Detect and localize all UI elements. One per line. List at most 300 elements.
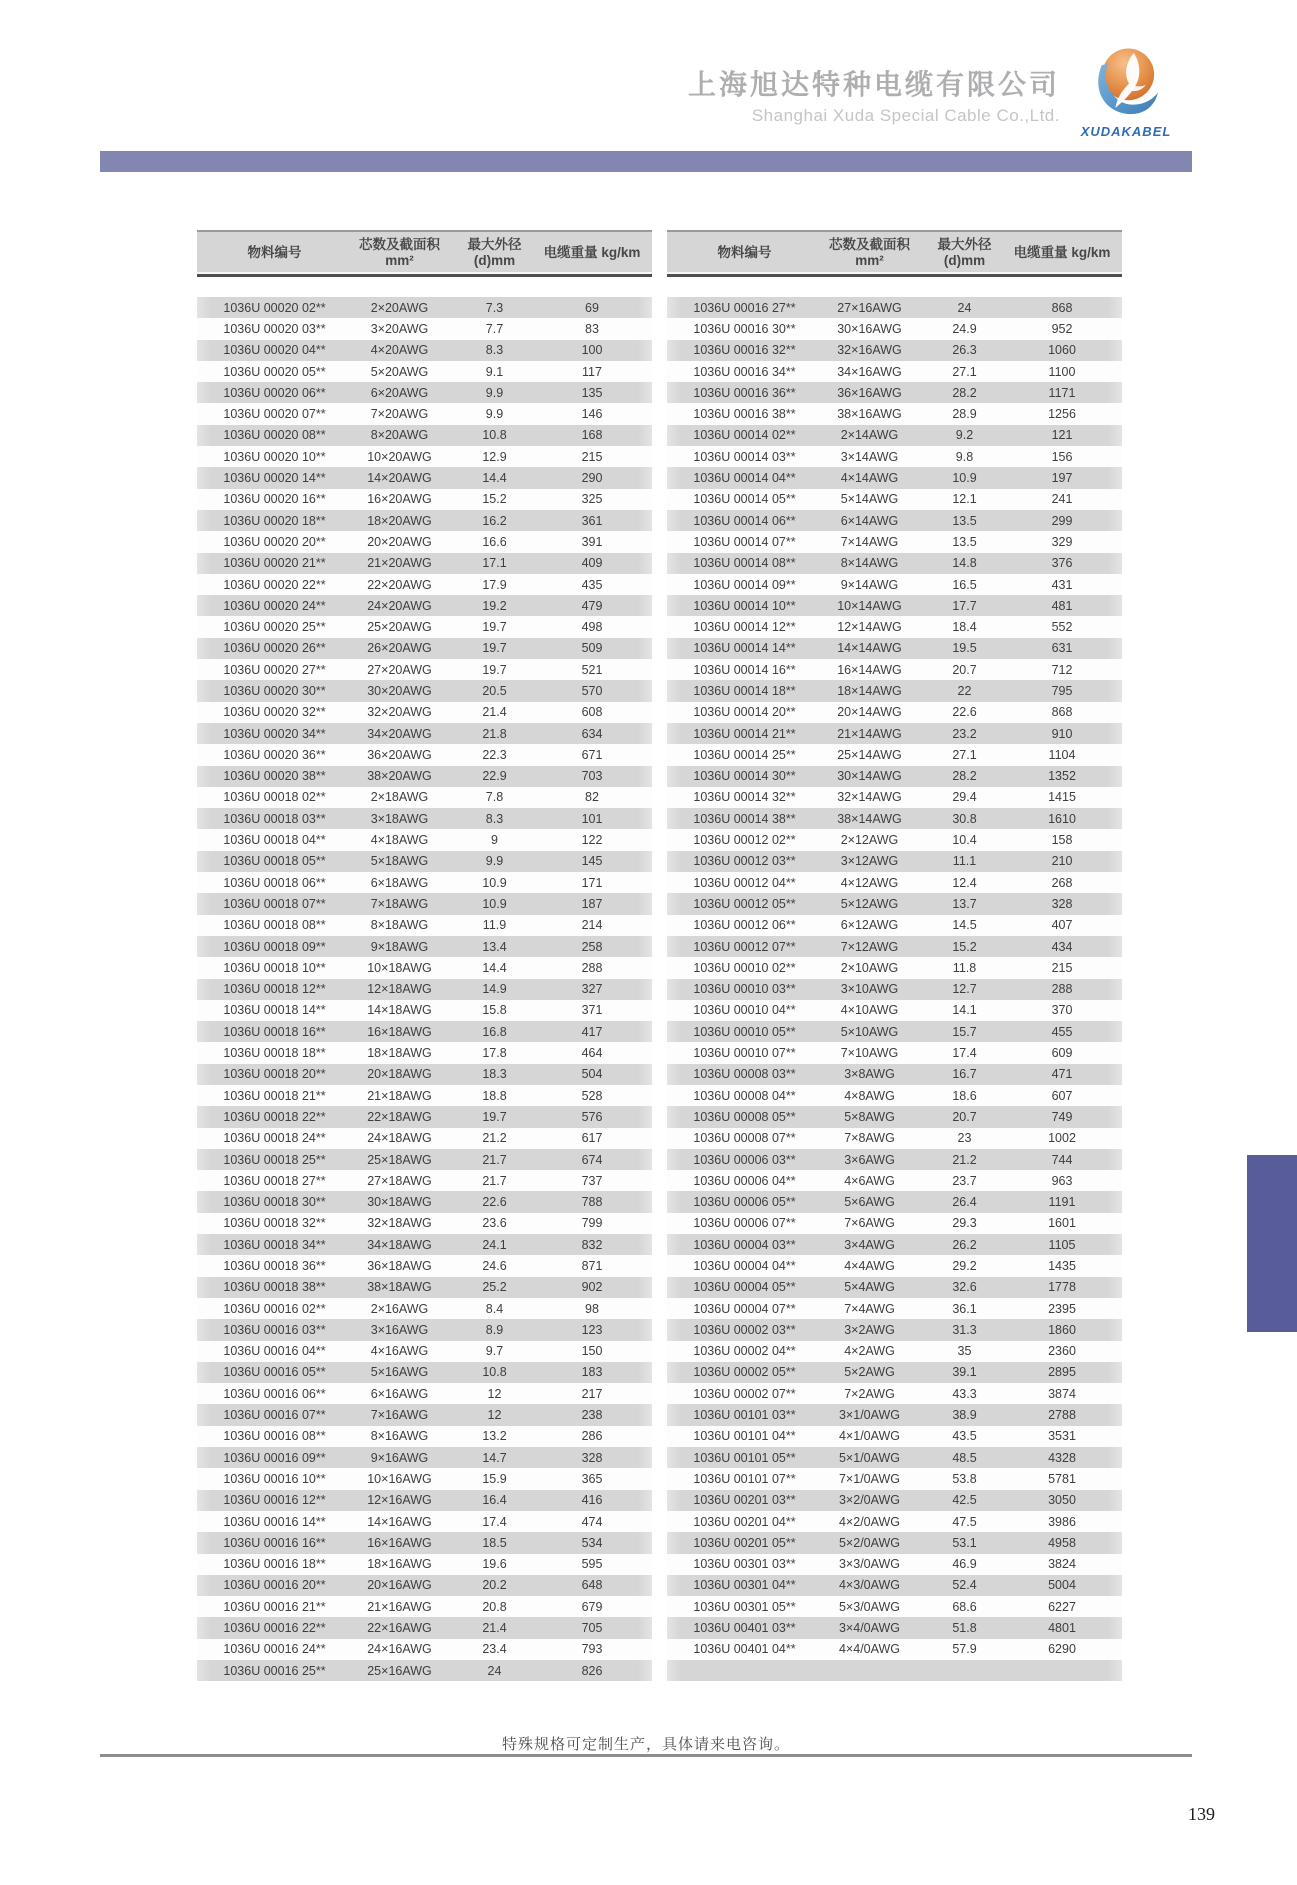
cell-core-spec: 38×20AWG <box>367 769 432 784</box>
table-row <box>197 1362 652 1383</box>
cell-max-diameter: 17.4 <box>952 1046 977 1061</box>
cell-weight: 705 <box>581 1621 603 1636</box>
cell-max-diameter: 22.6 <box>952 705 977 720</box>
cell-weight: 1352 <box>1048 769 1076 784</box>
cell-material-code: 1036U 00301 03** <box>693 1557 796 1572</box>
cell-weight: 712 <box>1051 662 1073 677</box>
cell-material-code: 1036U 00018 06** <box>223 875 326 890</box>
cell-material-code: 1036U 00014 02** <box>693 428 796 443</box>
cell-max-diameter: 29.2 <box>952 1259 977 1273</box>
table-row <box>667 851 1122 872</box>
cell-weight: 1105 <box>1048 1237 1076 1252</box>
cell-core-spec: 18×14AWG <box>837 683 902 698</box>
cell-material-code: 1036U 00004 07** <box>693 1301 796 1316</box>
cell-core-spec: 25×18AWG <box>367 1152 432 1167</box>
cell-material-code: 1036U 00020 21** <box>223 556 326 571</box>
cell-max-diameter: 10.8 <box>482 1365 507 1380</box>
cell-material-code: 1036U 00018 21** <box>223 1088 326 1103</box>
cell-material-code: 1036U 00101 04** <box>693 1429 796 1444</box>
cell-weight: 498 <box>581 620 603 635</box>
cell-material-code: 1036U 00008 07** <box>693 1131 796 1146</box>
cell-weight: 595 <box>581 1557 603 1572</box>
cell-weight: 703 <box>581 769 603 784</box>
cell-material-code: 1036U 00020 07** <box>223 407 326 422</box>
cell-core-spec: 3×4AWG <box>844 1237 895 1252</box>
cell-core-spec: 5×12AWG <box>840 896 899 911</box>
cell-max-diameter: 8.4 <box>485 1301 504 1316</box>
cell-max-diameter: 7.3 <box>485 300 504 315</box>
cell-material-code: 1036U 00016 03** <box>223 1322 326 1337</box>
column-header-unit: mm² <box>855 253 884 268</box>
cell-max-diameter: 15.2 <box>952 939 977 954</box>
cell-weight: 361 <box>581 513 603 528</box>
column-header-core-spec <box>352 237 447 269</box>
table-row <box>667 893 1122 914</box>
cell-material-code: 1036U 00002 07** <box>693 1386 796 1401</box>
cell-material-code: 1036U 00014 03** <box>693 449 796 464</box>
cell-core-spec: 7×12AWG <box>840 939 899 954</box>
column-header-material-code <box>667 245 822 261</box>
cell-weight: 407 <box>1051 918 1073 933</box>
cell-material-code: 1036U 00012 04** <box>693 875 796 890</box>
cell-weight: 431 <box>1051 577 1073 592</box>
table-row <box>197 595 652 616</box>
cell-material-code: 1036U 00014 08** <box>693 556 796 571</box>
cell-weight: 910 <box>1051 726 1073 741</box>
cell-core-spec: 5×18AWG <box>370 854 429 869</box>
cell-max-diameter: 9.7 <box>485 1344 504 1359</box>
table-row <box>667 1660 1122 1681</box>
cell-core-spec: 7×16AWG <box>370 1408 429 1423</box>
cell-weight: 479 <box>581 598 603 613</box>
cell-weight: 679 <box>581 1599 603 1614</box>
cell-core-spec: 38×14AWG <box>837 811 902 826</box>
cell-max-diameter: 19.6 <box>482 1557 507 1572</box>
cell-core-spec: 6×16AWG <box>370 1386 429 1401</box>
cell-max-diameter: 13.7 <box>952 896 977 911</box>
cell-material-code: 1036U 00008 03** <box>693 1067 796 1082</box>
company-header <box>688 70 1060 126</box>
table-row <box>197 1298 652 1319</box>
cell-max-diameter: 19.7 <box>482 620 507 635</box>
cell-max-diameter: 68.6 <box>952 1599 977 1614</box>
cell-weight: 135 <box>581 385 603 400</box>
footer-divider <box>100 1754 1192 1757</box>
cell-weight: 150 <box>581 1344 603 1359</box>
cell-weight: 5004 <box>1048 1578 1076 1593</box>
cell-material-code: 1036U 00020 10** <box>223 449 326 464</box>
cell-core-spec: 2×12AWG <box>840 833 899 848</box>
cell-material-code: 1036U 00016 22** <box>223 1621 326 1636</box>
cell-core-spec: 3×6AWG <box>844 1152 895 1167</box>
cell-core-spec: 2×10AWG <box>840 960 899 975</box>
cell-weight: 1435 <box>1048 1259 1076 1273</box>
cell-max-diameter: 21.2 <box>482 1131 507 1146</box>
footer-note: 特殊规格可定制生产，具体请来电咨询。 <box>501 1736 790 1753</box>
table-row <box>667 829 1122 850</box>
cell-max-diameter: 9.9 <box>485 407 504 422</box>
xuda-logo-icon <box>1088 44 1164 120</box>
cell-material-code: 1036U 00016 14** <box>223 1514 326 1529</box>
table-row <box>197 723 652 744</box>
cell-weight: 570 <box>581 683 603 698</box>
cell-max-diameter: 43.3 <box>952 1386 977 1401</box>
table-row <box>197 403 652 424</box>
cell-max-diameter: 25.2 <box>482 1280 507 1295</box>
table-row <box>197 1404 652 1425</box>
cell-core-spec: 8×16AWG <box>370 1429 429 1444</box>
cell-core-spec: 7×10AWG <box>840 1046 899 1061</box>
cell-material-code: 1036U 00014 14** <box>693 641 796 656</box>
cell-max-diameter: 27.1 <box>952 747 977 762</box>
table-row <box>197 1128 652 1149</box>
table-row <box>197 766 652 787</box>
cell-core-spec: 12×18AWG <box>367 982 432 997</box>
table-row <box>197 1191 652 1212</box>
table-row <box>667 403 1122 424</box>
table-row <box>667 1554 1122 1575</box>
cell-weight: 215 <box>1051 960 1073 975</box>
table-row <box>667 1319 1122 1340</box>
cell-weight: 168 <box>581 428 603 443</box>
cell-weight: 3531 <box>1048 1429 1076 1444</box>
table-row <box>197 787 652 808</box>
cell-max-diameter: 35 <box>957 1344 972 1359</box>
cell-material-code: 1036U 00016 07** <box>223 1408 326 1423</box>
cell-core-spec: 36×20AWG <box>367 747 432 762</box>
cell-weight: 98 <box>585 1301 599 1316</box>
cell-max-diameter: 39.1 <box>952 1365 977 1380</box>
table-row <box>667 1639 1122 1660</box>
cell-weight: 4328 <box>1048 1450 1076 1465</box>
cell-weight: 122 <box>581 833 603 848</box>
cell-weight: 6290 <box>1048 1642 1076 1657</box>
cell-material-code: 1036U 00014 09** <box>693 577 796 592</box>
cell-core-spec: 18×20AWG <box>367 513 432 528</box>
cell-material-code: 1036U 00012 02** <box>693 833 796 848</box>
header-accent-bar <box>100 151 1192 172</box>
table-row <box>197 1554 652 1575</box>
cell-core-spec: 5×1/0AWG <box>838 1450 901 1465</box>
table-row <box>197 1255 652 1276</box>
cell-material-code: 1036U 00018 25** <box>223 1152 326 1167</box>
cell-weight: 1191 <box>1048 1195 1076 1210</box>
table-header-row <box>667 230 1122 277</box>
cell-max-diameter: 24.9 <box>952 321 977 336</box>
cell-core-spec: 3×10AWG <box>840 982 899 997</box>
cell-material-code: 1036U 00020 03** <box>223 321 326 336</box>
cell-core-spec: 2×16AWG <box>370 1301 429 1316</box>
table-row <box>197 1064 652 1085</box>
table-row <box>667 446 1122 467</box>
cell-max-diameter: 9.9 <box>485 385 504 400</box>
cell-core-spec: 12×14AWG <box>837 620 902 635</box>
cell-core-spec: 3×12AWG <box>840 854 899 869</box>
cell-weight: 328 <box>1051 896 1073 911</box>
cell-core-spec: 3×20AWG <box>370 321 429 336</box>
cell-core-spec: 22×18AWG <box>367 1109 432 1124</box>
cell-core-spec: 2×14AWG <box>840 428 899 443</box>
table-row <box>667 936 1122 957</box>
table-body <box>197 297 652 1681</box>
cell-max-diameter: 8.3 <box>485 811 504 826</box>
table-row <box>667 616 1122 637</box>
cell-core-spec: 4×4/0AWG <box>838 1642 901 1657</box>
table-row <box>667 531 1122 552</box>
cell-core-spec: 5×3/0AWG <box>838 1599 901 1614</box>
cell-core-spec: 5×4AWG <box>844 1280 895 1295</box>
cell-weight: 123 <box>581 1322 603 1337</box>
cell-max-diameter: 10.9 <box>482 896 507 911</box>
cell-max-diameter: 21.8 <box>482 726 507 741</box>
table-row <box>667 766 1122 787</box>
cell-weight: 82 <box>585 790 599 805</box>
column-header-label: 芯数及截面积 <box>829 237 910 252</box>
cell-material-code: 1036U 00016 27** <box>693 300 796 315</box>
cell-weight: 868 <box>1051 300 1073 315</box>
cell-max-diameter: 15.7 <box>952 1024 977 1039</box>
cell-weight: 376 <box>1051 556 1073 571</box>
table-row <box>667 659 1122 680</box>
table-row <box>197 680 652 701</box>
cell-max-diameter: 47.5 <box>952 1514 977 1529</box>
cell-max-diameter: 24.6 <box>482 1259 507 1273</box>
table-row <box>667 425 1122 446</box>
cell-max-diameter: 12.9 <box>482 449 507 464</box>
cell-max-diameter: 36.1 <box>952 1301 977 1316</box>
cell-core-spec: 20×18AWG <box>367 1067 432 1082</box>
table-row <box>197 1596 652 1617</box>
cell-max-diameter: 9.8 <box>955 449 974 464</box>
cell-material-code: 1036U 00014 06** <box>693 513 796 528</box>
cell-weight: 617 <box>581 1131 603 1146</box>
cell-weight: 100 <box>581 343 603 358</box>
cell-material-code: 1036U 00020 16** <box>223 492 326 507</box>
cell-max-diameter: 46.9 <box>952 1557 977 1572</box>
cell-max-diameter: 21.2 <box>952 1152 977 1167</box>
cell-weight: 648 <box>581 1578 603 1593</box>
cell-core-spec: 7×1/0AWG <box>838 1471 901 1486</box>
cell-max-diameter: 8.3 <box>485 343 504 358</box>
cell-material-code: 1036U 00006 07** <box>693 1216 796 1231</box>
cell-core-spec: 10×14AWG <box>837 598 902 613</box>
cell-core-spec: 27×20AWG <box>367 662 432 677</box>
table-row <box>197 638 652 659</box>
cell-material-code: 1036U 00008 04** <box>693 1088 796 1103</box>
table-row <box>197 872 652 893</box>
cell-material-code: 1036U 00006 04** <box>693 1173 796 1188</box>
column-header-label: 芯数及截面积 <box>359 237 440 252</box>
cell-core-spec: 6×20AWG <box>370 385 429 400</box>
cell-core-spec: 3×2/0AWG <box>838 1493 901 1508</box>
cell-weight: 2895 <box>1048 1365 1076 1380</box>
cell-core-spec: 24×20AWG <box>367 598 432 613</box>
cell-max-diameter: 18.6 <box>952 1088 977 1103</box>
cell-max-diameter: 10.9 <box>482 875 507 890</box>
cell-max-diameter: 17.9 <box>482 577 507 592</box>
cell-material-code: 1036U 00018 08** <box>223 918 326 933</box>
cell-core-spec: 20×20AWG <box>367 534 432 549</box>
cell-weight: 5781 <box>1048 1471 1076 1486</box>
table-row <box>667 1170 1122 1191</box>
cell-core-spec: 20×14AWG <box>837 705 902 720</box>
cell-core-spec: 4×18AWG <box>370 833 429 848</box>
cell-core-spec: 2×18AWG <box>370 790 429 805</box>
table-row <box>197 893 652 914</box>
column-header-unit: mm² <box>385 253 414 268</box>
cell-material-code: 1036U 00004 04** <box>693 1259 796 1273</box>
cell-max-diameter: 14.4 <box>482 471 507 486</box>
table-row <box>667 1362 1122 1383</box>
cell-max-diameter: 29.3 <box>952 1216 977 1231</box>
cell-max-diameter: 31.3 <box>952 1322 977 1337</box>
table-row <box>667 872 1122 893</box>
cell-material-code: 1036U 00018 30** <box>223 1195 326 1210</box>
cell-max-diameter: 26.3 <box>952 343 977 358</box>
cell-material-code: 1036U 00018 34** <box>223 1237 326 1252</box>
cell-weight: 3986 <box>1048 1514 1076 1529</box>
cell-max-diameter: 20.5 <box>482 683 507 698</box>
cell-material-code: 1036U 00018 32** <box>223 1216 326 1231</box>
cell-max-diameter: 16.5 <box>952 577 977 592</box>
cell-max-diameter: 19.5 <box>952 641 977 656</box>
cell-weight: 171 <box>581 875 603 890</box>
cell-max-diameter: 57.9 <box>952 1642 977 1657</box>
cell-weight: 83 <box>585 321 599 336</box>
cell-weight: 156 <box>1051 449 1073 464</box>
cell-max-diameter: 32.6 <box>952 1280 977 1295</box>
cell-max-diameter: 18.8 <box>482 1088 507 1103</box>
cell-weight: 674 <box>581 1152 603 1167</box>
cell-max-diameter: 10.9 <box>952 471 977 486</box>
cell-max-diameter: 20.7 <box>952 1109 977 1124</box>
cell-core-spec: 20×16AWG <box>367 1578 432 1593</box>
cell-weight: 183 <box>581 1365 603 1380</box>
cell-weight: 609 <box>1051 1046 1073 1061</box>
cell-weight: 145 <box>581 854 603 869</box>
column-header-label: 最大外径 <box>937 237 992 252</box>
table-row <box>197 531 652 552</box>
table-row <box>197 1511 652 1532</box>
cell-max-diameter: 51.8 <box>952 1621 977 1636</box>
cell-material-code: 1036U 00010 07** <box>693 1046 796 1061</box>
cell-weight: 286 <box>581 1429 603 1444</box>
table-row <box>667 1234 1122 1255</box>
cell-core-spec: 14×14AWG <box>837 641 902 656</box>
cell-core-spec: 12×16AWG <box>367 1493 432 1508</box>
cell-weight: 325 <box>581 492 603 507</box>
cell-weight: 371 <box>581 1003 603 1018</box>
cell-material-code: 1036U 00201 05** <box>693 1535 796 1550</box>
cell-core-spec: 5×14AWG <box>840 492 899 507</box>
cell-weight: 1171 <box>1048 385 1076 400</box>
cell-weight: 902 <box>581 1280 603 1295</box>
cell-material-code: 1036U 00016 38** <box>693 407 796 422</box>
table-row <box>667 915 1122 936</box>
table-row <box>197 1468 652 1489</box>
table-row <box>667 787 1122 808</box>
cell-core-spec: 38×18AWG <box>367 1280 432 1295</box>
table-row <box>667 574 1122 595</box>
cell-weight: 2395 <box>1048 1301 1076 1316</box>
cell-weight: 793 <box>581 1642 603 1657</box>
cell-core-spec: 34×16AWG <box>837 364 902 379</box>
table-row <box>667 1596 1122 1617</box>
column-header-core-spec <box>822 237 917 269</box>
table-row <box>197 1341 652 1362</box>
table-row <box>197 382 652 403</box>
cell-core-spec: 30×14AWG <box>837 769 902 784</box>
cell-weight: 4958 <box>1048 1535 1076 1550</box>
table-row <box>667 1575 1122 1596</box>
cell-material-code: 1036U 00016 20** <box>223 1578 326 1593</box>
table-row <box>667 1383 1122 1404</box>
cell-core-spec: 34×18AWG <box>367 1237 432 1252</box>
cell-max-diameter: 24 <box>957 300 972 315</box>
cell-core-spec: 34×20AWG <box>367 726 432 741</box>
table-row <box>667 1149 1122 1170</box>
cell-material-code: 1036U 00201 04** <box>693 1514 796 1529</box>
cell-max-diameter: 9.9 <box>485 854 504 869</box>
cell-weight: 417 <box>581 1024 603 1039</box>
cell-material-code: 1036U 00020 32** <box>223 705 326 720</box>
column-header-unit: kg/km <box>1071 245 1111 260</box>
cell-material-code: 1036U 00020 20** <box>223 534 326 549</box>
column-header-unit: (d)mm <box>943 253 986 268</box>
cell-core-spec: 3×16AWG <box>370 1322 429 1337</box>
table-row <box>197 467 652 488</box>
table-row <box>667 467 1122 488</box>
company-logo <box>1065 44 1187 139</box>
cell-material-code: 1036U 00016 10** <box>223 1471 326 1486</box>
cell-weight: 608 <box>581 705 603 720</box>
cell-core-spec: 3×8AWG <box>844 1067 895 1082</box>
cell-material-code: 1036U 00016 02** <box>223 1301 326 1316</box>
cell-core-spec: 4×6AWG <box>844 1173 895 1188</box>
cell-max-diameter: 23.4 <box>482 1642 507 1657</box>
table-row <box>197 936 652 957</box>
cell-material-code: 1036U 00014 25** <box>693 747 796 762</box>
table-row <box>197 1532 652 1553</box>
cell-weight: 197 <box>1051 471 1073 486</box>
cell-material-code: 1036U 00014 21** <box>693 726 796 741</box>
cell-weight: 329 <box>1051 534 1073 549</box>
cell-max-diameter: 26.2 <box>952 1237 977 1252</box>
table-row <box>667 1064 1122 1085</box>
table-row <box>667 1532 1122 1553</box>
cell-max-diameter: 21.7 <box>482 1152 507 1167</box>
table-row <box>197 425 652 446</box>
cell-material-code: 1036U 00018 05** <box>223 854 326 869</box>
cell-material-code: 1036U 00018 10** <box>223 960 326 975</box>
cell-max-diameter: 18.5 <box>482 1535 507 1550</box>
table-row <box>197 1213 652 1234</box>
table-row <box>667 1021 1122 1042</box>
cell-max-diameter: 22.6 <box>482 1195 507 1210</box>
cell-material-code: 1036U 00020 08** <box>223 428 326 443</box>
cell-max-diameter: 21.7 <box>482 1173 507 1188</box>
cell-max-diameter: 22.9 <box>482 769 507 784</box>
column-header-max-diameter <box>447 237 542 269</box>
cell-weight: 963 <box>1051 1173 1073 1188</box>
cell-max-diameter: 14.5 <box>952 918 977 933</box>
cell-material-code: 1036U 00014 32** <box>693 790 796 805</box>
cell-max-diameter: 53.8 <box>952 1471 977 1486</box>
cell-max-diameter: 13.2 <box>482 1429 507 1444</box>
cell-weight: 1002 <box>1048 1131 1076 1146</box>
cell-weight: 1104 <box>1048 747 1076 762</box>
cell-weight: 552 <box>1051 620 1073 635</box>
